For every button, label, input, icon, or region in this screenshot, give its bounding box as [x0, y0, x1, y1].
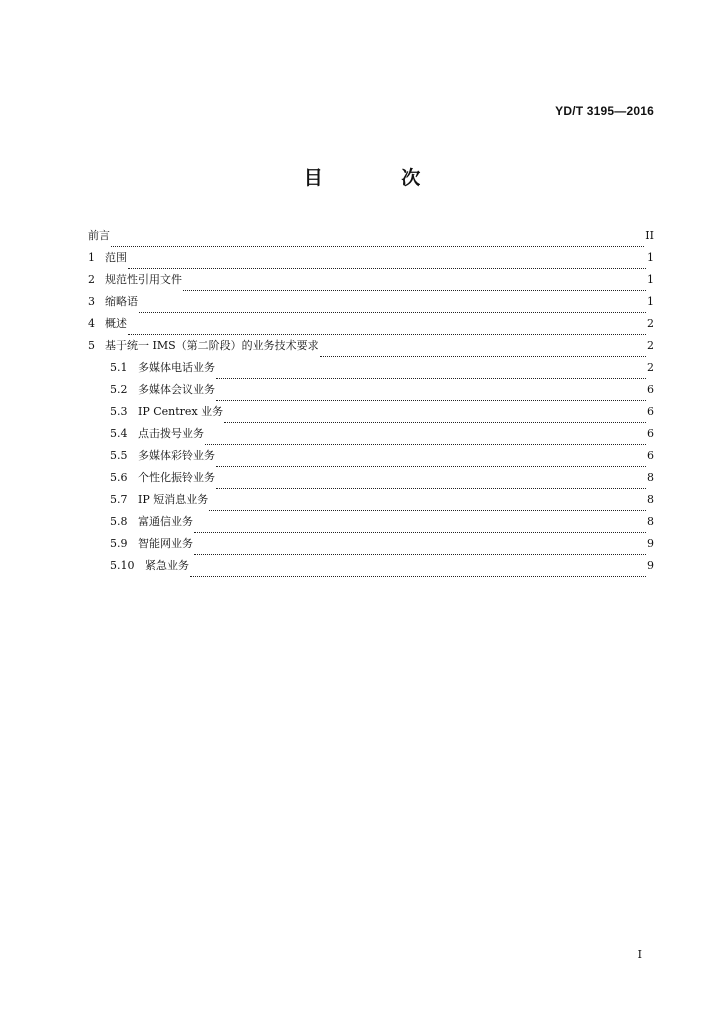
- toc-entry-title: 基于统一 IMS（第二阶段）的业务技术要求: [105, 339, 319, 352]
- toc-entry-page: 8: [647, 515, 654, 528]
- table-of-contents: [88, 228, 654, 580]
- toc-leader-dots: [216, 399, 646, 401]
- toc-entry[interactable]: [88, 470, 654, 492]
- toc-leader-dots: [209, 509, 646, 511]
- toc-entry-page: 2: [647, 339, 654, 352]
- toc-entry-number: 5.4: [110, 427, 128, 440]
- toc-entry-page: 2: [647, 361, 654, 374]
- toc-entry-number: 5.6: [110, 471, 128, 484]
- toc-entry-number: 1: [88, 251, 95, 264]
- toc-entry-number: 2: [88, 273, 95, 286]
- toc-leader-dots: [216, 465, 646, 467]
- toc-leader-dots: [216, 377, 646, 379]
- toc-entry-page: 1: [647, 273, 654, 286]
- toc-entry-title: 多媒体彩铃业务: [138, 449, 215, 462]
- toc-leader-dots: [205, 443, 646, 445]
- toc-leader-dots: [128, 267, 646, 269]
- toc-entry-page: 1: [647, 251, 654, 264]
- toc-entry-page: 8: [647, 493, 654, 506]
- toc-entry[interactable]: [88, 404, 654, 426]
- toc-entry[interactable]: [88, 272, 654, 294]
- toc-entry-number: 5.2: [110, 383, 128, 396]
- toc-entry-title: 概述: [105, 317, 127, 330]
- toc-entry-page: 6: [647, 427, 654, 440]
- page-title: 目 次: [303, 167, 457, 189]
- toc-leader-dots: [190, 575, 646, 577]
- toc-entry-number: 5.10: [110, 559, 135, 572]
- toc-entry[interactable]: [88, 316, 654, 338]
- toc-entry-number: 5.1: [110, 361, 128, 374]
- page-number: I: [637, 948, 642, 961]
- toc-entry-number: 5.7: [110, 493, 128, 506]
- toc-entry-number: 5.3: [110, 405, 128, 418]
- toc-entry-page: 9: [647, 537, 654, 550]
- toc-entry[interactable]: [88, 294, 654, 316]
- toc-entry-title: 紧急业务: [145, 559, 189, 572]
- toc-entry-title: 个性化振铃业务: [138, 471, 215, 484]
- toc-entry-page: 2: [647, 317, 654, 330]
- toc-entry-title: 多媒体会议业务: [138, 383, 215, 396]
- toc-entry[interactable]: [88, 492, 654, 514]
- toc-entry-number: 5.8: [110, 515, 128, 528]
- toc-entry-number: 5.9: [110, 537, 128, 550]
- toc-leader-dots: [194, 531, 646, 533]
- toc-entry-page: II: [645, 229, 654, 242]
- toc-entry[interactable]: [88, 536, 654, 558]
- toc-entry-page: 1: [647, 295, 654, 308]
- toc-entry-title: 多媒体电话业务: [138, 361, 215, 374]
- toc-leader-dots: [183, 289, 646, 291]
- toc-entry[interactable]: [88, 250, 654, 272]
- toc-entry-page: 6: [647, 383, 654, 396]
- toc-entry-number: 5.5: [110, 449, 128, 462]
- toc-entry[interactable]: [88, 228, 654, 250]
- toc-entry-title: IP 短消息业务: [138, 493, 209, 506]
- toc-entry-title: IP Centrex 业务: [138, 405, 224, 418]
- document-code: YD/T 3195—2016: [555, 104, 654, 118]
- toc-leader-dots: [194, 553, 646, 555]
- toc-entry-page: 9: [647, 559, 654, 572]
- toc-entry-title: 缩略语: [105, 295, 138, 308]
- toc-entry[interactable]: [88, 338, 654, 360]
- toc-entry[interactable]: [88, 360, 654, 382]
- toc-entry[interactable]: [88, 514, 654, 536]
- toc-leader-dots: [216, 487, 646, 489]
- toc-entry-title: 富通信业务: [138, 515, 193, 528]
- toc-entry[interactable]: [88, 426, 654, 448]
- toc-entry-number: 5: [88, 339, 95, 352]
- toc-entry-title: 点击拨号业务: [138, 427, 204, 440]
- toc-entry[interactable]: [88, 448, 654, 470]
- toc-leader-dots: [128, 333, 646, 335]
- toc-entry-page: 8: [647, 471, 654, 484]
- toc-entry[interactable]: [88, 558, 654, 580]
- toc-entry-title: 前言: [88, 229, 110, 242]
- toc-leader-dots: [320, 355, 646, 357]
- toc-leader-dots: [224, 421, 646, 423]
- toc-entry-title: 范围: [105, 251, 127, 264]
- toc-entry-page: 6: [647, 405, 654, 418]
- toc-leader-dots: [139, 311, 646, 313]
- toc-entry-number: 4: [88, 317, 95, 330]
- toc-entry-number: 3: [88, 295, 95, 308]
- toc-entry-title: 智能网业务: [138, 537, 193, 550]
- toc-entry[interactable]: [88, 382, 654, 404]
- toc-leader-dots: [111, 245, 644, 247]
- toc-entry-page: 6: [647, 449, 654, 462]
- toc-entry-title: 规范性引用文件: [105, 273, 182, 286]
